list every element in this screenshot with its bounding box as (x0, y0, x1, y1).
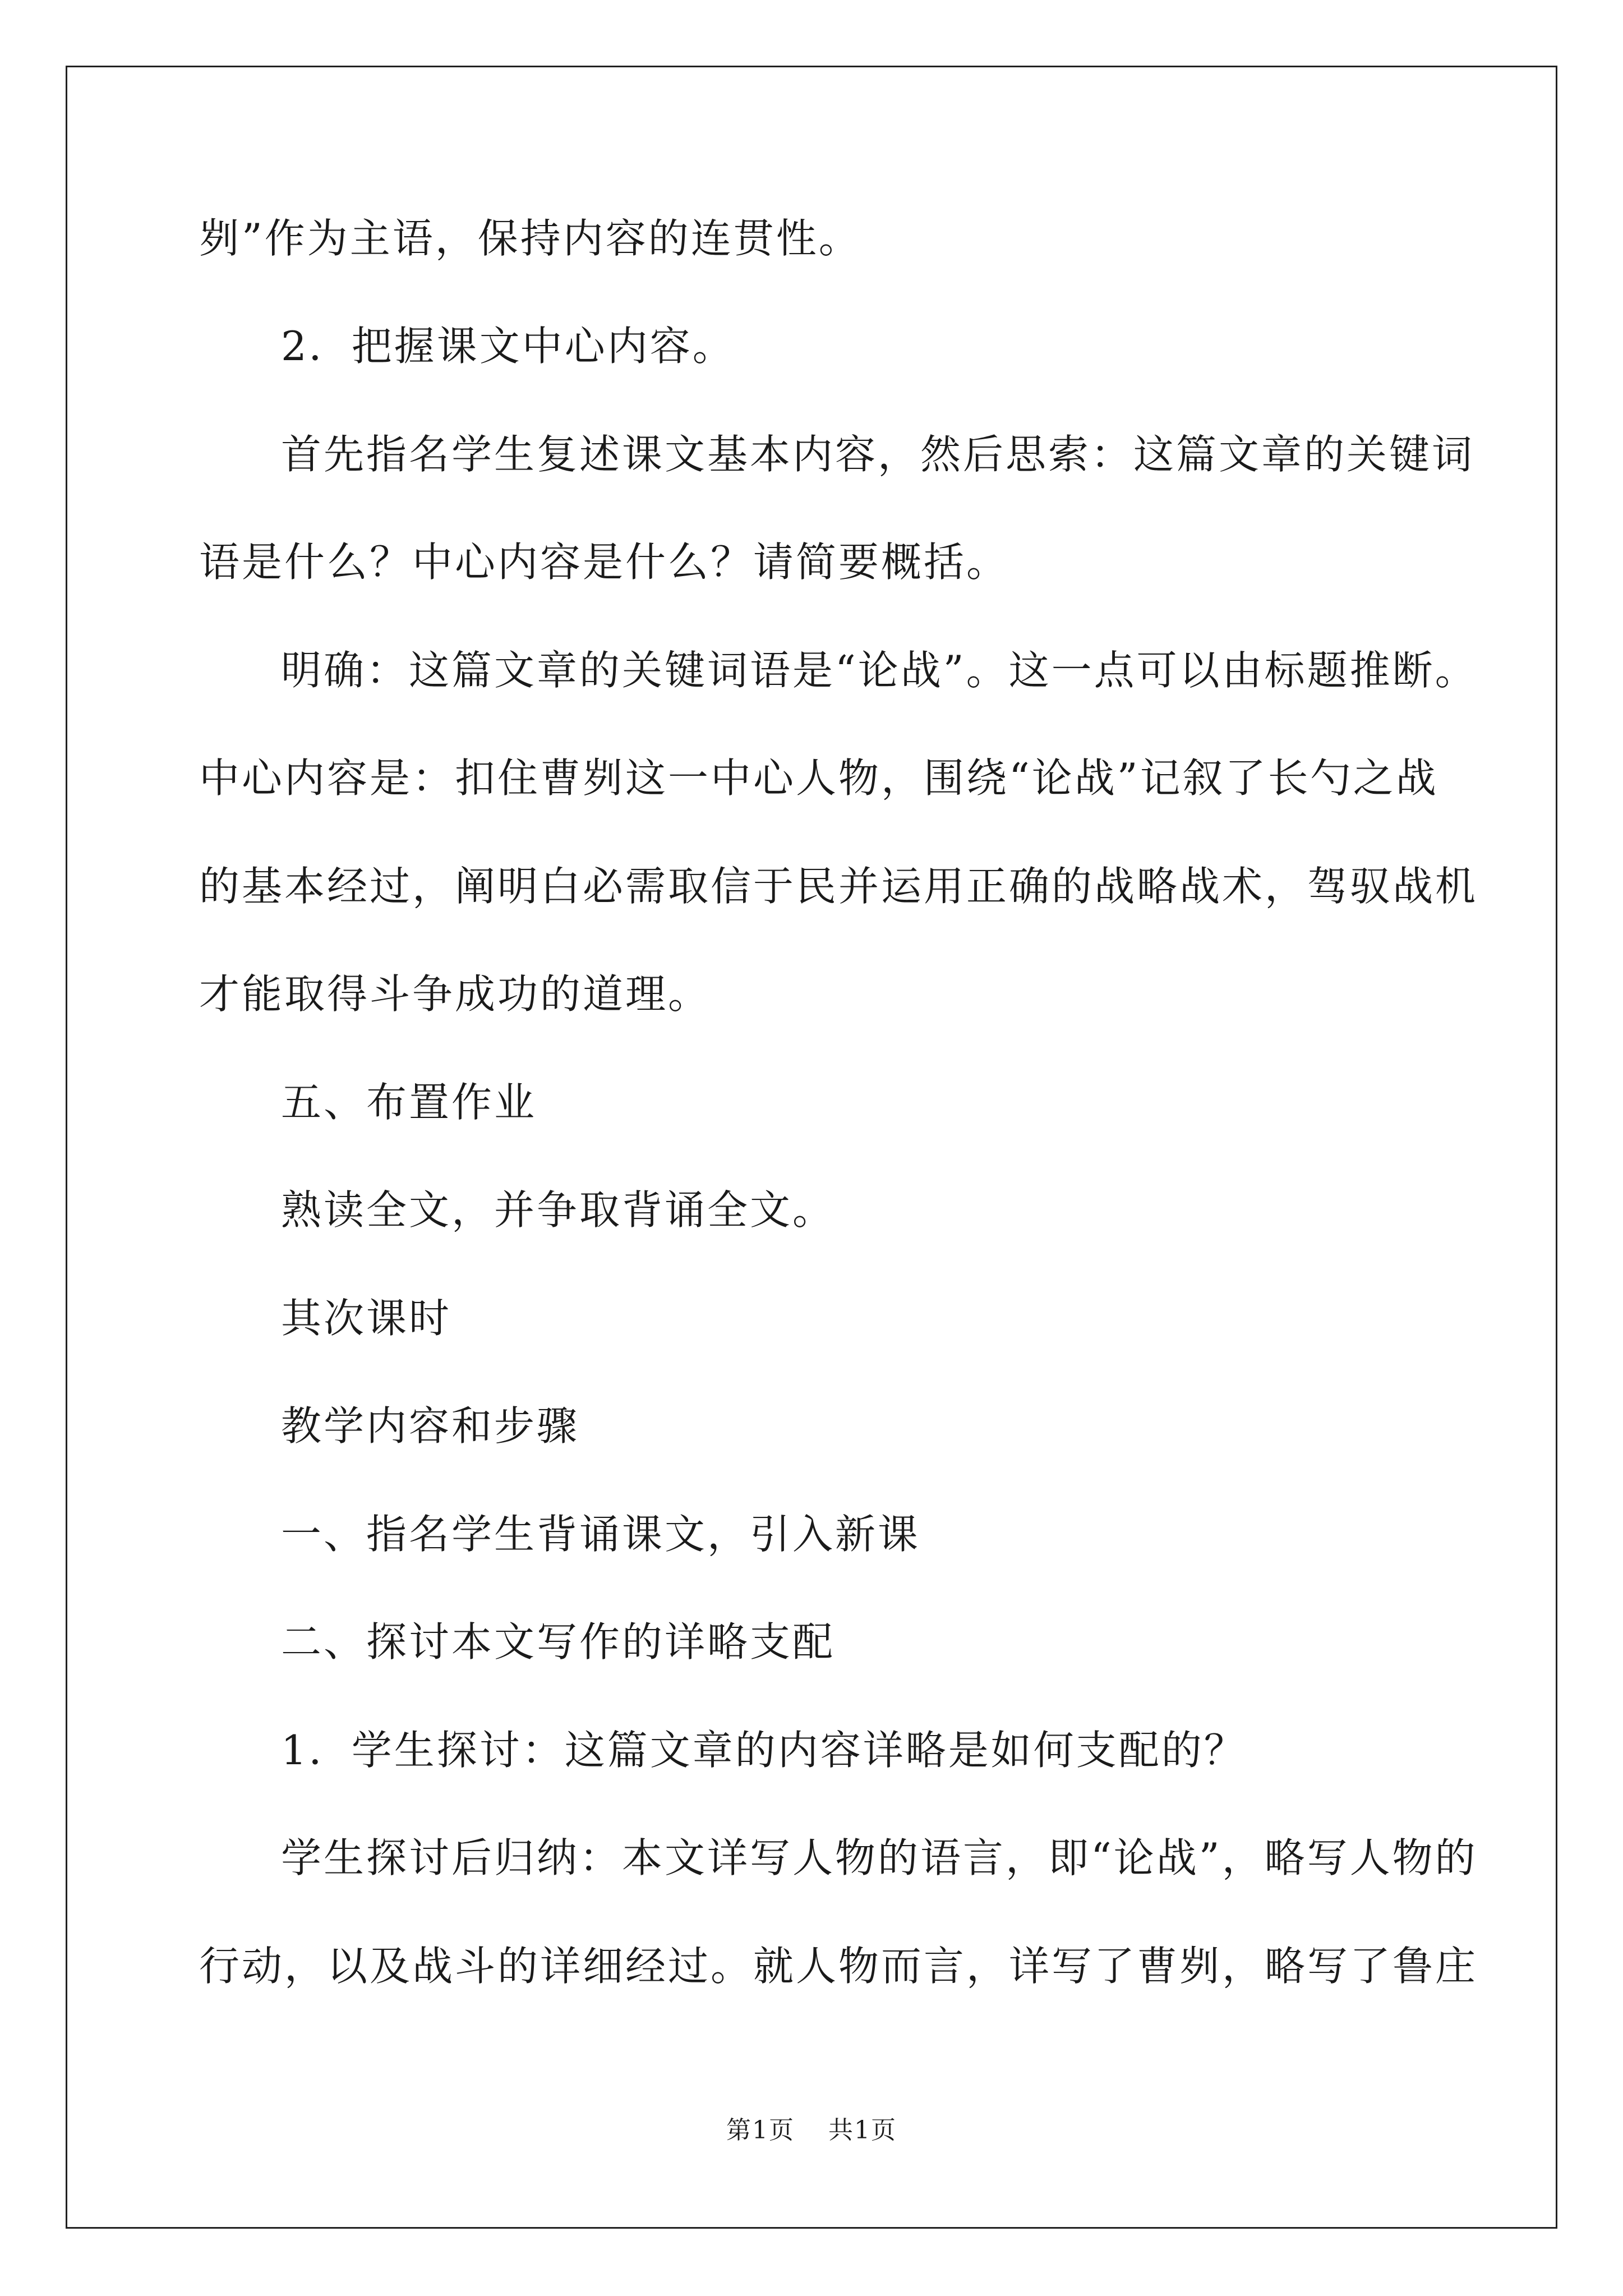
text-line: 2．把握课文中心内容。 (281, 323, 735, 370)
section-heading: 二、探讨本文写作的详略支配 (281, 1618, 836, 1665)
text-line: 1．学生探讨：这篇文章的内容详略是如何支配的？ (281, 1727, 1247, 1774)
text-line: 中心内容是：扣住曹刿这一中心人物，围绕“论战”记叙了长勺之战 (199, 754, 1438, 802)
page-footer (0, 2114, 1623, 2147)
section-heading: 五、布置作业 (281, 1079, 537, 1126)
text-line: 刿”作为主语，保持内容的连贯性。 (199, 215, 861, 262)
text-line: 语是什么？中心内容是什么？请简要概括。 (199, 539, 1009, 586)
text-line: 明确：这篇文章的关键词语是“论战”。这一点可以由标题推断。 (281, 647, 1478, 694)
text-line: 行动，以及战斗的详细经过。就人物而言，详写了曹刿，略写了鲁庄 (199, 1943, 1478, 1990)
text-line: 的基本经过，阐明白必需取信于民并运用正确的战略战术，驾驭战机 (199, 863, 1478, 910)
page-border (66, 66, 1557, 2229)
text-line: 学生探讨后归纳：本文详写人物的语言，即“论战”，略写人物的 (281, 1834, 1478, 1881)
page-total: 共1页 (828, 2116, 897, 2145)
section-heading: 教学内容和步骤 (281, 1402, 580, 1450)
section-heading: 其次课时 (281, 1295, 452, 1342)
text-line: 首先指名学生复述课文基本内容，然后思索：这篇文章的关键词 (281, 431, 1475, 478)
section-heading: 一、指名学生背诵课文，引入新课 (281, 1511, 921, 1558)
text-line: 熟读全文，并争取背诵全文。 (281, 1186, 836, 1234)
text-line: 才能取得斗争成功的道理。 (199, 970, 711, 1018)
page-number: 第1页 (726, 2116, 795, 2145)
